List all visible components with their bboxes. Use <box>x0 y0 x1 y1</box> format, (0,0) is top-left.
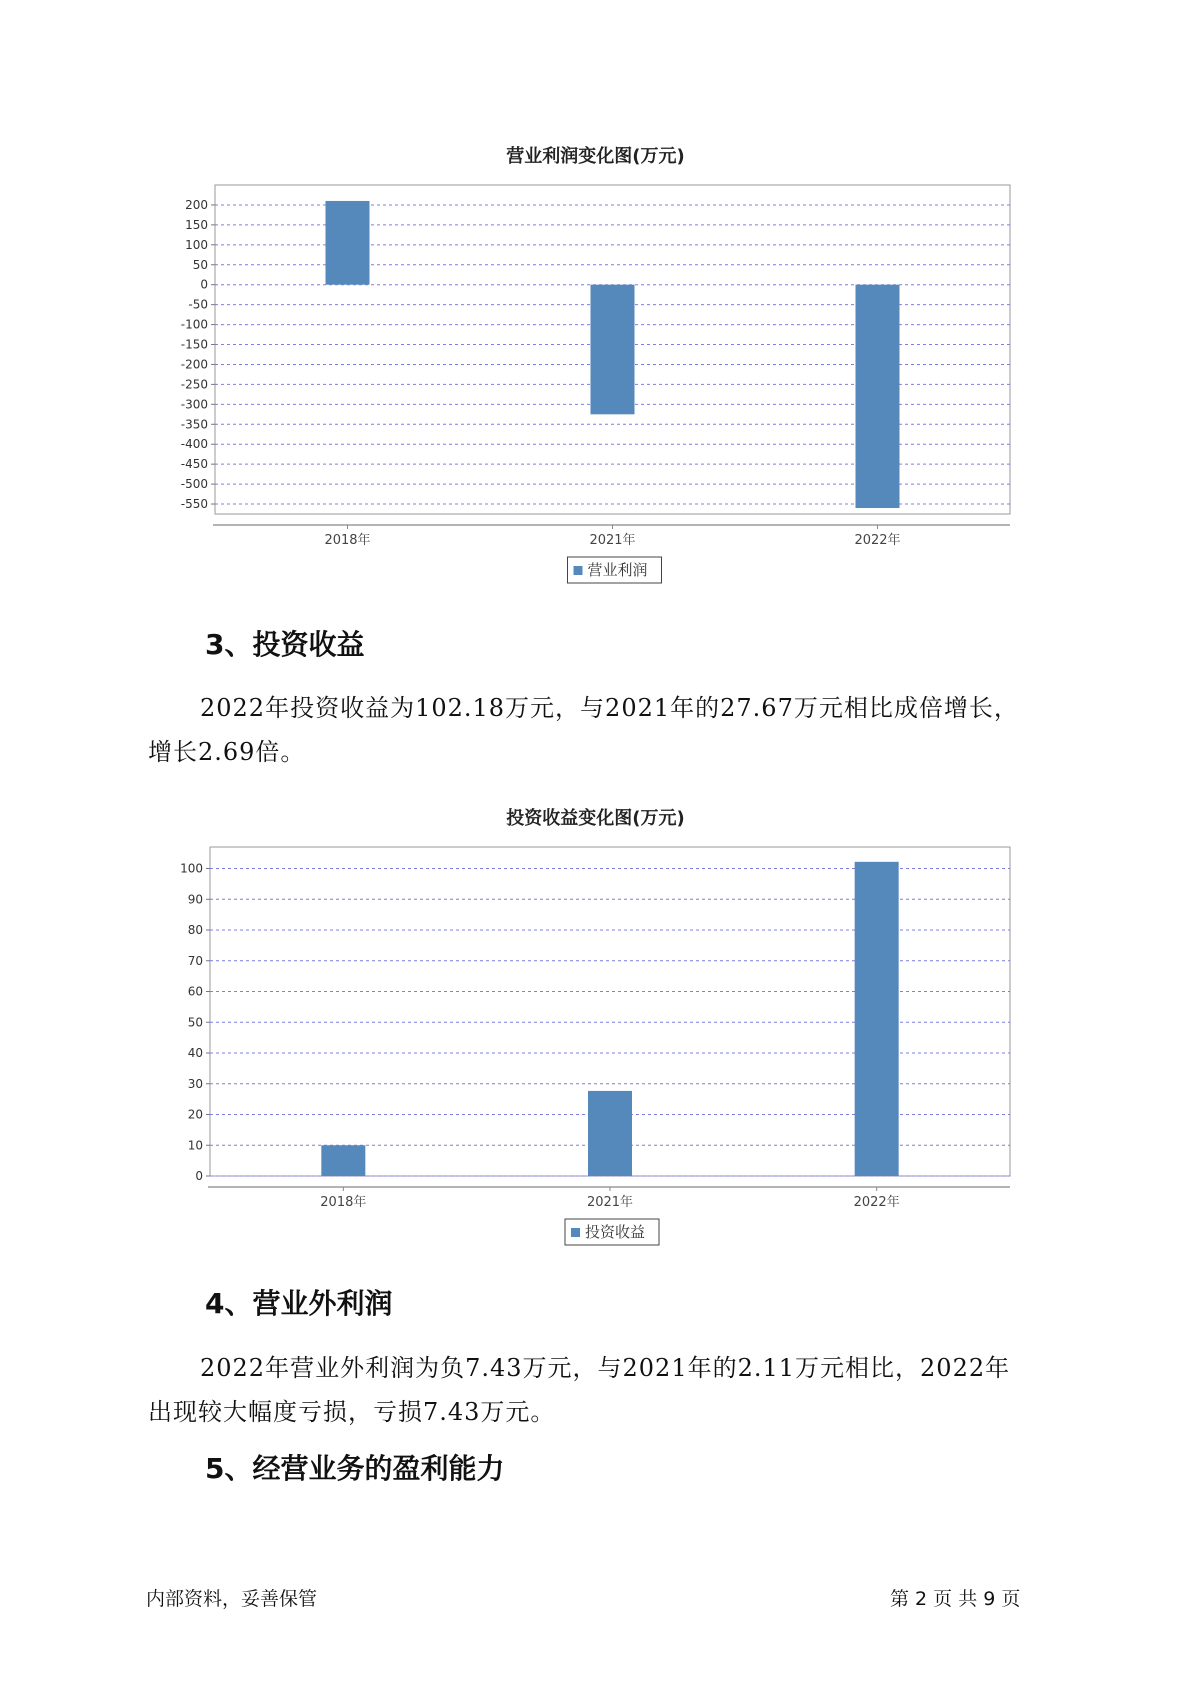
y-tick-label: 100 <box>185 237 208 252</box>
y-tick-label: -400 <box>180 437 208 452</box>
y-tick-label: -300 <box>180 397 208 412</box>
x-tick-label: 2021年 <box>586 1195 634 1210</box>
y-tick-label: 100 <box>180 861 203 876</box>
y-tick-label: 60 <box>187 984 203 999</box>
footer-confidential-note: 内部资料，妥善保管 <box>146 1588 318 1610</box>
y-tick-label: -100 <box>180 317 208 332</box>
x-tick-label: 2018年 <box>324 533 371 548</box>
section-4-line-1: 2022年营业外利润为负7.43万元，与2021年的2.11万元相比，2022年 <box>200 1354 1011 1382</box>
legend-label: 投资收益 <box>585 1223 646 1241</box>
chart-2-title: 投资收益变化图(万元) <box>506 808 685 829</box>
y-tick-label: -200 <box>180 357 208 372</box>
section-4-line-2: 出现较大幅度亏损，亏损7.43万元。 <box>148 1398 556 1426</box>
footer-page-number: 第 2 页 共 9 页 <box>890 1588 1021 1610</box>
y-tick-label: -500 <box>180 477 208 492</box>
y-tick-label: 40 <box>187 1046 203 1061</box>
legend-label: 营业利润 <box>587 561 648 579</box>
y-tick-label: 0 <box>200 277 208 292</box>
y-tick-label: -350 <box>180 417 208 432</box>
section-3-heading: 3、投资收益 <box>205 628 365 661</box>
y-tick-label: 50 <box>187 1015 203 1030</box>
y-tick-label: -250 <box>180 377 208 392</box>
bar-2022年 <box>855 862 899 1176</box>
y-tick-label: 90 <box>187 892 203 907</box>
y-tick-label: 30 <box>187 1076 203 1091</box>
x-tick-label: 2022年 <box>854 533 901 548</box>
section-3-line-2: 增长2.69倍。 <box>148 738 306 766</box>
y-tick-label: 80 <box>187 923 203 938</box>
y-tick-label: -450 <box>180 457 208 472</box>
section-4-paragraph <box>148 1346 1048 1434</box>
chart-1-title: 营业利润变化图(万元) <box>506 146 685 167</box>
y-tick-label: 150 <box>185 217 208 232</box>
bar-2018年 <box>321 1145 365 1176</box>
y-tick-label: 70 <box>187 953 203 968</box>
bar-2021年 <box>588 1091 632 1176</box>
section-4-heading: 4、营业外利润 <box>205 1287 393 1320</box>
y-tick-label: 50 <box>192 257 208 272</box>
y-tick-label: 0 <box>195 1169 203 1183</box>
y-tick-label: 20 <box>187 1107 203 1122</box>
y-tick-label: -150 <box>180 337 208 352</box>
section-3-line-1: 2022年投资收益为102.18万元，与2021年的27.67万元相比成倍增长， <box>200 694 1019 722</box>
x-tick-label: 2021年 <box>589 533 636 548</box>
y-tick-label: 10 <box>187 1138 203 1153</box>
x-tick-label: 2022年 <box>853 1195 900 1210</box>
y-tick-label: -550 <box>180 497 208 512</box>
y-tick-label: -50 <box>188 297 208 312</box>
y-tick-label: 200 <box>185 197 208 212</box>
legend-swatch <box>571 1228 580 1237</box>
section-5-heading: 5、经营业务的盈利能力 <box>205 1452 505 1485</box>
x-tick-label: 2018年 <box>320 1195 367 1210</box>
